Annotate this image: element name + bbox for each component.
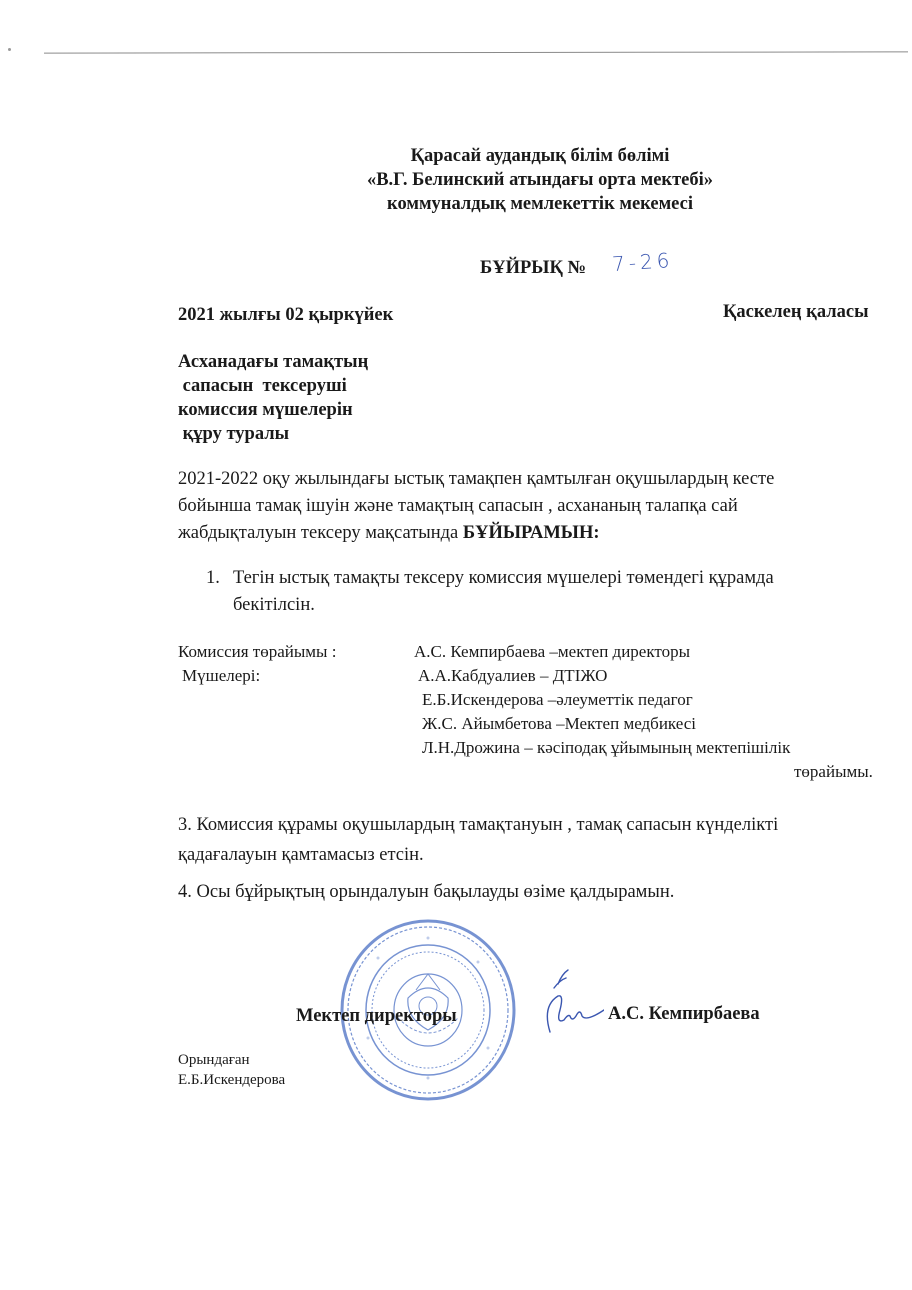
signatory-role: Мектеп директоры [296,1006,457,1026]
executor-name: Е.Б.Искендерова [178,1072,286,1088]
header-line-school: «В.Г. Белинский атындағы орта мектебі» [366,170,714,190]
subject-line: сапасын тексеруші [178,376,347,396]
preamble-line: 2021-2022 оқу жылындағы ыстық тамақпен қамтылған оқушылардың кесте [178,469,775,489]
commission-members-label: Мүшелері: [182,666,261,685]
item-text-cont: бекітілсін. [233,595,315,615]
commission-chair: А.С. Кемпирбаева –мектеп директоры [414,642,691,661]
order-number-handwritten: 7-26 [611,247,675,277]
header-line-department: Қарасай аудандық білім бөлімі [410,146,670,166]
executor-block [178,1050,285,1090]
item-text: 3. Комиссия құрамы оқушылардың тамақтануын , тамақ сапасын күнделікті [178,815,779,835]
header-line-institution-type: коммуналдық мемлекеттік мекемесі [387,194,693,214]
order-item-3 [178,810,778,870]
scan-speck [8,48,11,51]
commission-member: Е.Б.Искендерова –әлеуметтік педагог [422,690,693,709]
commission-chair-label: Комиссия төрайымы : [178,642,337,661]
order-directive: БҰЙЫРАМЫН: [462,523,600,543]
handwritten-signature-icon [528,966,604,1036]
item-number: 1. [206,568,220,588]
order-city: Қаскелең қаласы [723,302,869,322]
preamble-line-text: жабдықталуын тексеру мақсатында [178,523,463,543]
institution-header [300,144,780,216]
commission-member-cont: төрайымы. [794,762,873,781]
executor-label: Орындаған [178,1052,250,1068]
preamble-paragraph [178,466,898,547]
item-text: Тегін ыстық тамақты тексеру комиссия мүшелері төмендегі құрамда [233,568,774,588]
item-text-cont: қадағалауын қамтамасыз етсін. [178,845,424,865]
order-item-4: 4. Осы бұйрықтың орындалуын бақылауды өзіме қалдырамын. [178,882,675,902]
order-title: БҰЙРЫҚ № [480,258,587,278]
signatory-name: А.С. Кемпирбаева [608,1004,760,1024]
order-item-1 [206,565,774,619]
commission-member: Л.Н.Дрожина – кәсіподақ ұйымының мектепішілік [422,738,791,757]
order-date: 2021 жылғы 02 қыркүйек [178,305,394,325]
commission-member: А.А.Кабдуалиев – ДТІЖО [418,666,608,685]
subject-line: құру туралы [178,424,290,444]
order-subject [178,350,368,446]
preamble-line-last [178,520,898,547]
top-rule-divider [44,51,908,53]
preamble-line: бойынша тамақ ішуін және тамақтың сапасын , асхананың талапқа сай [178,496,738,516]
commission-member: Ж.С. Айымбетова –Мектеп медбикесі [422,714,696,733]
subject-line: Асханадағы тамақтың [178,352,369,372]
subject-line: комиссия мүшелерін [178,400,353,420]
